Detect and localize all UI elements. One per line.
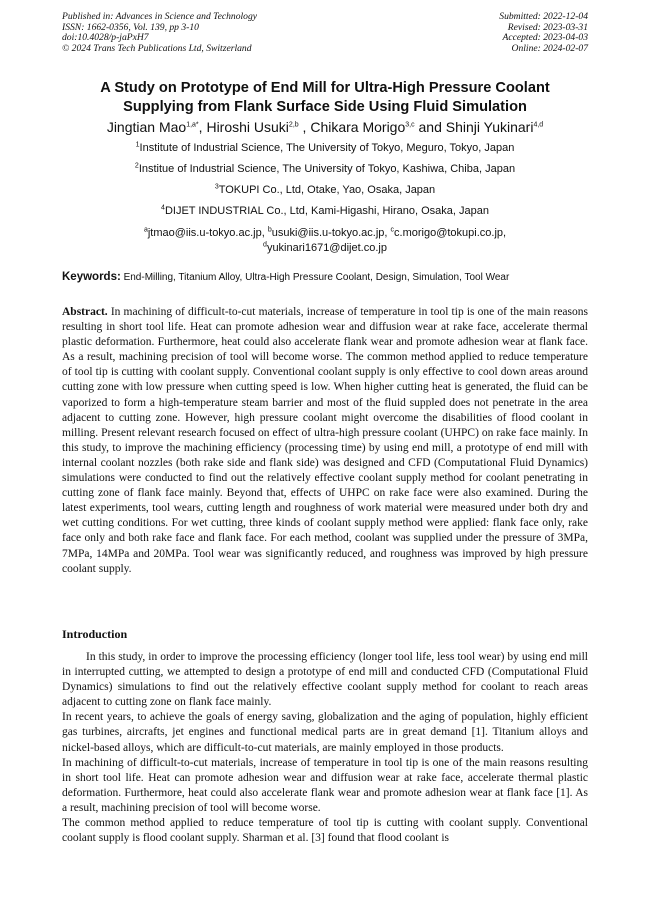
affiliation-text: TOKUPI Co., Ltd, Otake, Yao, Osaka, Japan — [218, 184, 436, 196]
affiliation-superscript: 1 — [135, 141, 140, 149]
introduction-heading: Introduction — [62, 627, 128, 641]
author-superscript: 4,d — [533, 121, 544, 129]
affiliation-4 — [30, 204, 620, 218]
affiliation-1 — [30, 141, 620, 155]
email-superscript: d — [263, 240, 267, 248]
email-address: usuki@iis.u-tokyo.ac.jp, — [271, 227, 391, 239]
journal-line: Published in: Advances in Science and Technology — [62, 11, 258, 22]
submission-dates — [499, 12, 588, 54]
online-date: Online: 2024-02-07 — [511, 42, 588, 54]
copyright-line: © 2024 Trans Tech Publications Ltd, Switzerland — [62, 42, 252, 54]
author-superscript: 2,b — [288, 121, 299, 129]
introduction-paragraph: In recent years, to achieve the goals of energy saving, globalization and the aging of population, highly efficient gas turbines, aircrafts, jet engines and functional medical parts are in great demand [1]. Titanium alloys and nickel-based alloys, which are difficult-to-cut materials, are mainly employed in those products. — [62, 711, 588, 754]
author-name: Shinji Yukinari — [445, 119, 534, 135]
author-superscript: 3,c — [405, 121, 415, 129]
author-superscript: 1,a* — [186, 121, 199, 129]
abstract-section — [62, 305, 588, 577]
introduction-paragraph: The common method applied to reduce temperature of tool tip is cutting with coolant supply. Conventional coolant supply is flood coolant supply. Sharman et al. [3] found that flood coolant is — [62, 817, 588, 845]
keywords-line — [62, 271, 588, 284]
paper-title — [40, 79, 610, 116]
author-name: Jingtian Mao — [106, 119, 187, 135]
author-list — [20, 118, 630, 136]
accepted-date: Accepted: 2023-04-03 — [502, 32, 588, 44]
keywords-label: Keywords: — [62, 271, 121, 283]
title-line-1: A Study on Prototype of End Mill for Ultra-High Pressure Coolant — [100, 80, 550, 96]
affiliation-3 — [30, 183, 620, 197]
affiliation-text: Institute of Industrial Science, The University of Tokyo, Meguro, Tokyo, Japan — [139, 142, 515, 154]
email-superscript: c — [390, 226, 395, 234]
author-separator: , — [198, 119, 207, 135]
affiliation-text: Institue of Industrial Science, The University of Tokyo, Kashiwa, Chiba, Japan — [138, 163, 516, 175]
author-emails — [60, 226, 590, 255]
affiliation-superscript: 3 — [214, 183, 219, 191]
email-address: yukinari1671@dijet.co.jp — [266, 241, 387, 254]
author-name: Hiroshi Usuki — [206, 119, 289, 135]
revised-date: Revised: 2023-03-31 — [507, 21, 588, 33]
publication-info — [62, 12, 257, 54]
introduction-paragraph: In machining of difficult-to-cut materials, increase of temperature in tool tip is one of the main reasons resulting in short tool life. Heat can promote adhesion wear and diffusion wear at rake face, accelerate thermal plastic deformation. Furthermore, heat could also accelerate flank wear and promote adhesion wear at flank face [1]. As a result, machining precision of tool will become worse. — [62, 756, 588, 814]
title-line-2: Supplying from Flank Surface Side Using Fluid Simulation — [123, 98, 527, 115]
email-address: jtmao@iis.u-tokyo.ac.jp, — [147, 227, 268, 239]
issn-line: ISSN: 1662-0356, Vol. 139, pp 3-10 — [62, 21, 199, 33]
affiliation-superscript: 4 — [161, 204, 165, 212]
keywords-text: End-Milling, Titanium Alloy, Ultra-High Pressure Coolant, Design, Simulation, Tool Wear — [120, 272, 510, 283]
affiliation-text: DIJET INDUSTRIAL Co., Ltd, Kami-Higashi, Hirano, Osaka, Japan — [164, 205, 489, 217]
affiliation-superscript: 2 — [134, 162, 139, 170]
author-separator: , — [298, 119, 311, 135]
abstract-text: In machining of difficult-to-cut materials, increase of temperature in tool tip is one of the main reasons resulting in short tool life. Heat can promote adhesion wear and diffusion wear at rake face, accelerate thermal plastic deformation. Furthermore, heat could also accelerate flank wear and promote adhesion wear at flank face. As a result, machining precision of tool will become worse. The common method applied to reduce temperature of tool tip is cutting with coolant supply. Conventional coolant supply is only effective to cool down areas around cutting zone with low pressure when cutting speed is low. When higher cutting heat is generated, the fluid can be vaporized to form a high-temperature steam barrier and most of the fluid suppled does not penetrate in the area adjacent to cutting zone. However, high pressure coolant might overcome the disabilities of flood coolant in milling. Present relevant research focused on effect of ultra-high pressure coolant (UHPC) on rake face mainly. In this study, to improve the machining efficiency (processing time) by using end mill, a prototype of end mill with internal coolant nozzles (both rake side and flank side) was designed and CFD (Computational Fluid Dynamics) simulations were conducted to find out the relatively effective coolant supply method for coolant penetrating in cutting zone of flank face mainly. Beyond that, effects of UHPC on rake face were also examined. During the latest experiments, tool wears, cutting length and roughness of work material were measured under both dry and wet cutting conditions. For wet cutting, three kinds of coolant supply method were applied: flank face only, rake face only and both rake face and flank face. For each method, coolant was supplied under the pressure of 3MPa, 7MPa, 14MPa and 20MPa. Tool wear was significantly reduced, and roughness was improved by high pressure coolant supply. — [62, 306, 588, 575]
author-name: Chikara Morigo — [310, 119, 406, 135]
abstract-label: Abstract. — [62, 306, 108, 318]
introduction-paragraph: In this study, in order to improve the processing efficiency (longer tool life, less tool wear) by using end mill in interrupted cutting, we attempted to design a prototype of end mill and conducted CFD (Computational Fluid Dynamics) simulations to find out the relatively effective coolant supply method for coolant to reach areas adjacent to cutting zone on flank face mainly. — [62, 651, 588, 709]
introduction-section — [62, 650, 588, 846]
doi-line: doi:10.4028/p-jaPxH7 — [62, 32, 149, 44]
author-separator: and — [414, 119, 446, 135]
email-superscript: a — [143, 226, 148, 234]
email-superscript: b — [267, 226, 272, 234]
affiliation-2 — [30, 162, 620, 176]
email-address: c.morigo@tokupi.co.jp, — [394, 227, 507, 239]
submitted-date: Submitted: 2022-12-04 — [499, 11, 588, 22]
